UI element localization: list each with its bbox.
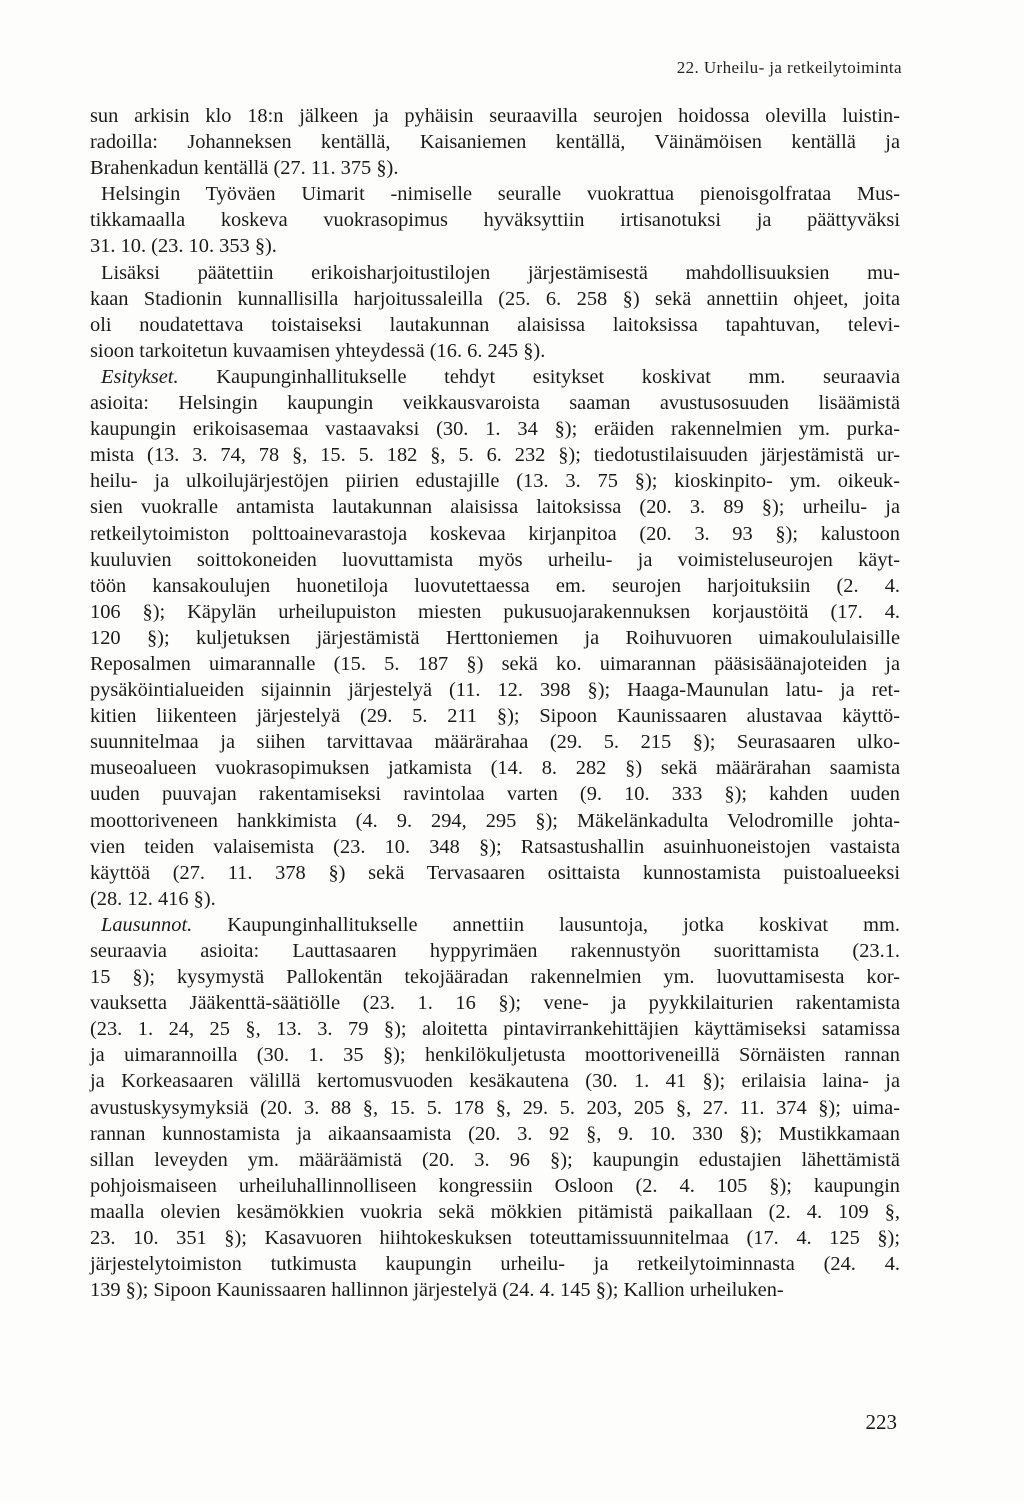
line-text: kaan Stadionin kunnallisilla harjoitussaleilla (25. 6. 258 §) sekä annettiin ohjeet, joita <box>90 287 900 310</box>
line-text: ja uimarannoilla (30. 1. 35 §); henkilökuljetusta moottoriveneillä Sörnäisten rannan <box>90 1044 900 1067</box>
text-line <box>90 1225 900 1251</box>
text-line <box>90 781 900 807</box>
line-text: (28. 12. 416 §). <box>90 887 216 910</box>
line-text: pysäköintialueiden sijainnin järjestelyä (11. 12. 398 §); Haaga-Maunulan latu- ja ret- <box>90 679 900 702</box>
line-text: 106 §); Käpylän urheilupuiston miesten pukusuojarakennuksen korjaustöitä (17. 4. <box>90 600 900 623</box>
line-text: museoalueen vuokrasopimuksen jatkamista (14. 8. 282 §) sekä määrärahan saamista <box>90 757 900 780</box>
line-text: avustuskysymyksiä (20. 3. 88 §, 15. 5. 178 §, 29. 5. 203, 205 §, 27. 11. 374 §); uima- <box>90 1096 900 1119</box>
text-line <box>90 1121 900 1147</box>
body-text <box>90 103 900 1303</box>
line-text: Kaupunginhallitukselle annettiin lausuntoja, jotka koskivat mm. <box>192 913 900 936</box>
line-text: kaupungin erikoisasemaa vastaavaksi (30. 1. 34 §); eräiden rakennelmien ym. purka- <box>90 418 900 441</box>
text-line <box>90 599 900 625</box>
text-line <box>90 808 900 834</box>
text-line <box>90 260 900 286</box>
line-text: tikkamaalla koskeva vuokrasopimus hyväksyttiin irtisanotuksi ja päättyväksi <box>90 209 900 232</box>
line-text: 120 §); kuljetuksen järjestämistä Herttoniemen ja Roihuvuoren uimakoululaisille <box>90 626 900 649</box>
line-text: Kaupunginhallitukselle tehdyt esitykset koskivat mm. seuraavia <box>178 365 900 388</box>
text-line <box>90 651 900 677</box>
text-line <box>90 834 900 860</box>
text-line <box>90 703 900 729</box>
text-line <box>90 1277 900 1303</box>
page-number: 223 <box>865 1410 897 1434</box>
line-text: käyttöä (27. 11. 378 §) sekä Tervasaaren osittaista kunnostamista puistoalueeksi <box>90 861 900 884</box>
text-line <box>90 207 900 233</box>
text-line <box>90 103 900 129</box>
line-text: maalla olevien kesämökkien vuokria sekä mökkien pitämistä paikallaan (2. 4. 109 §, <box>90 1200 900 1223</box>
line-text: pohjoismaiseen urheiluhallinnolliseen kongressiin Osloon (2. 4. 105 §); kaupungin <box>90 1174 900 1197</box>
text-line <box>90 886 900 912</box>
line-text: oli noudatettava toistaiseksi lautakunnan alaisissa laitoksissa tapahtuvan, televi- <box>90 313 900 336</box>
text-line <box>90 938 900 964</box>
running-head: 22. Urheilu- ja retkeilytoiminta <box>676 58 902 77</box>
line-text: moottoriveneen hankkimista (4. 9. 294, 295 §); Mäkelänkadulta Velodromille johta- <box>90 809 900 832</box>
line-text: Lisäksi päätettiin erikoisharjoitustilojen järjestämisestä mahdollisuuksien mu- <box>101 261 900 284</box>
line-text: sien vuokralle antamista lautakunnan alaisissa laitoksissa (20. 3. 89 §); urheilu- ja <box>90 496 900 519</box>
text-line <box>90 1016 900 1042</box>
line-text: Reposalmen uimarannalle (15. 5. 187 §) sekä ko. uimarannan pääsisäänajoteiden ja <box>90 652 900 675</box>
line-text: Helsingin Työväen Uimarit -nimiselle seuralle vuokrattua pienoisgolfrataa Mus- <box>101 183 900 206</box>
line-text: 23. 10. 351 §); Kasavuoren hiihtokeskuksen toteuttamissuunnitelmaa (17. 4. 125 §); <box>90 1227 900 1250</box>
line-text: kuuluvien soittokoneiden luovuttamista myös urheilu- ja voimisteluseurojen käyt- <box>90 548 900 571</box>
line-text: retkeilytoimiston polttoainevarastoja koskevaa kirjanpitoa (20. 3. 93 §); kalustoon <box>90 522 900 545</box>
text-line <box>90 1199 900 1225</box>
text-line <box>90 1173 900 1199</box>
line-text: 139 §); Sipoon Kaunissaaren hallinnon järjestelyä (24. 4. 145 §); Kallion urheiluken- <box>90 1279 784 1302</box>
text-line <box>90 1147 900 1173</box>
line-text: sun arkisin klo 18:n jälkeen ja pyhäisin seuraavilla seurojen hoidossa olevilla luistin- <box>90 105 900 127</box>
text-line <box>90 625 900 651</box>
line-text: sillan leveyden ym. määräämistä (20. 3. 96 §); kaupungin edustajien lähettämistä <box>90 1148 900 1171</box>
line-text: vauksetta Jääkenttä-säätiölle (23. 1. 16 §); vene- ja pyykkilaiturien rakentamista <box>90 992 900 1015</box>
text-line <box>90 755 900 781</box>
text-line <box>90 521 900 547</box>
line-text: seuraavia asioita: Lauttasaaren hyppyrimäen rakennustyön suorittamista (23.1. <box>90 940 900 962</box>
text-line <box>90 129 900 155</box>
line-text: uuden puuvajan rakentamiseksi ravintolaa varten (9. 10. 333 §); kahden uuden <box>90 783 900 806</box>
line-text: heilu- ja ulkoilujärjestöjen piirien edustajille (13. 3. 75 §); kioskinpito- ym. oikeuk- <box>90 470 900 493</box>
text-line <box>90 312 900 338</box>
text-line <box>90 155 900 181</box>
line-text: vien teiden valaisemista (23. 10. 348 §); Ratsastushallin asuinhuoneistojen vastaista <box>90 835 900 858</box>
text-line <box>90 1251 900 1277</box>
text-line <box>90 181 900 207</box>
text-line <box>90 338 900 364</box>
line-text: sioon tarkoitetun kuvaamisen yhteydessä (16. 6. 245 §). <box>90 339 546 362</box>
line-text: rannan kunnostamista ja aikaansaamista (20. 3. 92 §, 9. 10. 330 §); Mustikkamaan <box>90 1122 900 1145</box>
text-line <box>90 912 900 938</box>
line-text: radoilla: Johanneksen kentällä, Kaisaniemen kentällä, Väinämöisen kentällä ja <box>90 131 900 154</box>
text-line <box>90 1095 900 1121</box>
section-lead: Esitykset. <box>101 365 179 388</box>
line-text: järjestelytoimiston tutkimusta kaupungin urheilu- ja retkeilytoiminnasta (24. 4. <box>90 1253 900 1276</box>
text-line <box>90 729 900 755</box>
text-line <box>90 990 900 1016</box>
line-text: 15 §); kysymystä Pallokentän tekojääradan rakennelmien ym. luovuttamisesta kor- <box>90 966 900 989</box>
text-line <box>90 494 900 520</box>
line-text: ja Korkeasaaren välillä kertomusvuoden kesäkautena (30. 1. 41 §); erilaisia laina- ja <box>90 1070 900 1093</box>
line-text: asioita: Helsingin kaupungin veikkausvaroista saaman avustusosuuden lisäämistä <box>90 392 900 415</box>
text-line <box>90 416 900 442</box>
line-text: 31. 10. (23. 10. 353 §). <box>90 235 277 258</box>
line-text: (23. 1. 24, 25 §, 13. 3. 79 §); aloitetta pintavirrankehittäjien käyttämiseksi satamissa <box>90 1018 900 1041</box>
text-line <box>90 964 900 990</box>
text-line <box>90 233 900 259</box>
text-line <box>90 364 900 390</box>
line-text: mista (13. 3. 74, 78 §, 15. 5. 182 §, 5. 6. 232 §); tiedotustilaisuuden järjestämistä ur- <box>90 444 900 467</box>
line-text: Brahenkadun kentällä (27. 11. 375 §). <box>90 157 399 180</box>
text-line <box>90 442 900 468</box>
text-line <box>90 390 900 416</box>
line-text: kitien liikenteen järjestelyä (29. 5. 211 §); Sipoon Kaunissaaren alustavaa käyttö- <box>90 705 900 728</box>
text-line <box>90 860 900 886</box>
line-text: töön kansakoulujen huonetiloja luovutettaessa em. seurojen harjoituksiin (2. 4. <box>90 574 900 597</box>
text-line <box>90 1042 900 1068</box>
text-line <box>90 468 900 494</box>
text-line <box>90 677 900 703</box>
line-text: suunnitelmaa ja siihen tarvittavaa määrärahaa (29. 5. 215 §); Seurasaaren ulko- <box>90 731 900 754</box>
text-line <box>90 547 900 573</box>
text-line <box>90 573 900 599</box>
text-line <box>90 286 900 312</box>
section-lead: Lausunnot. <box>101 913 193 936</box>
text-line <box>90 1068 900 1094</box>
